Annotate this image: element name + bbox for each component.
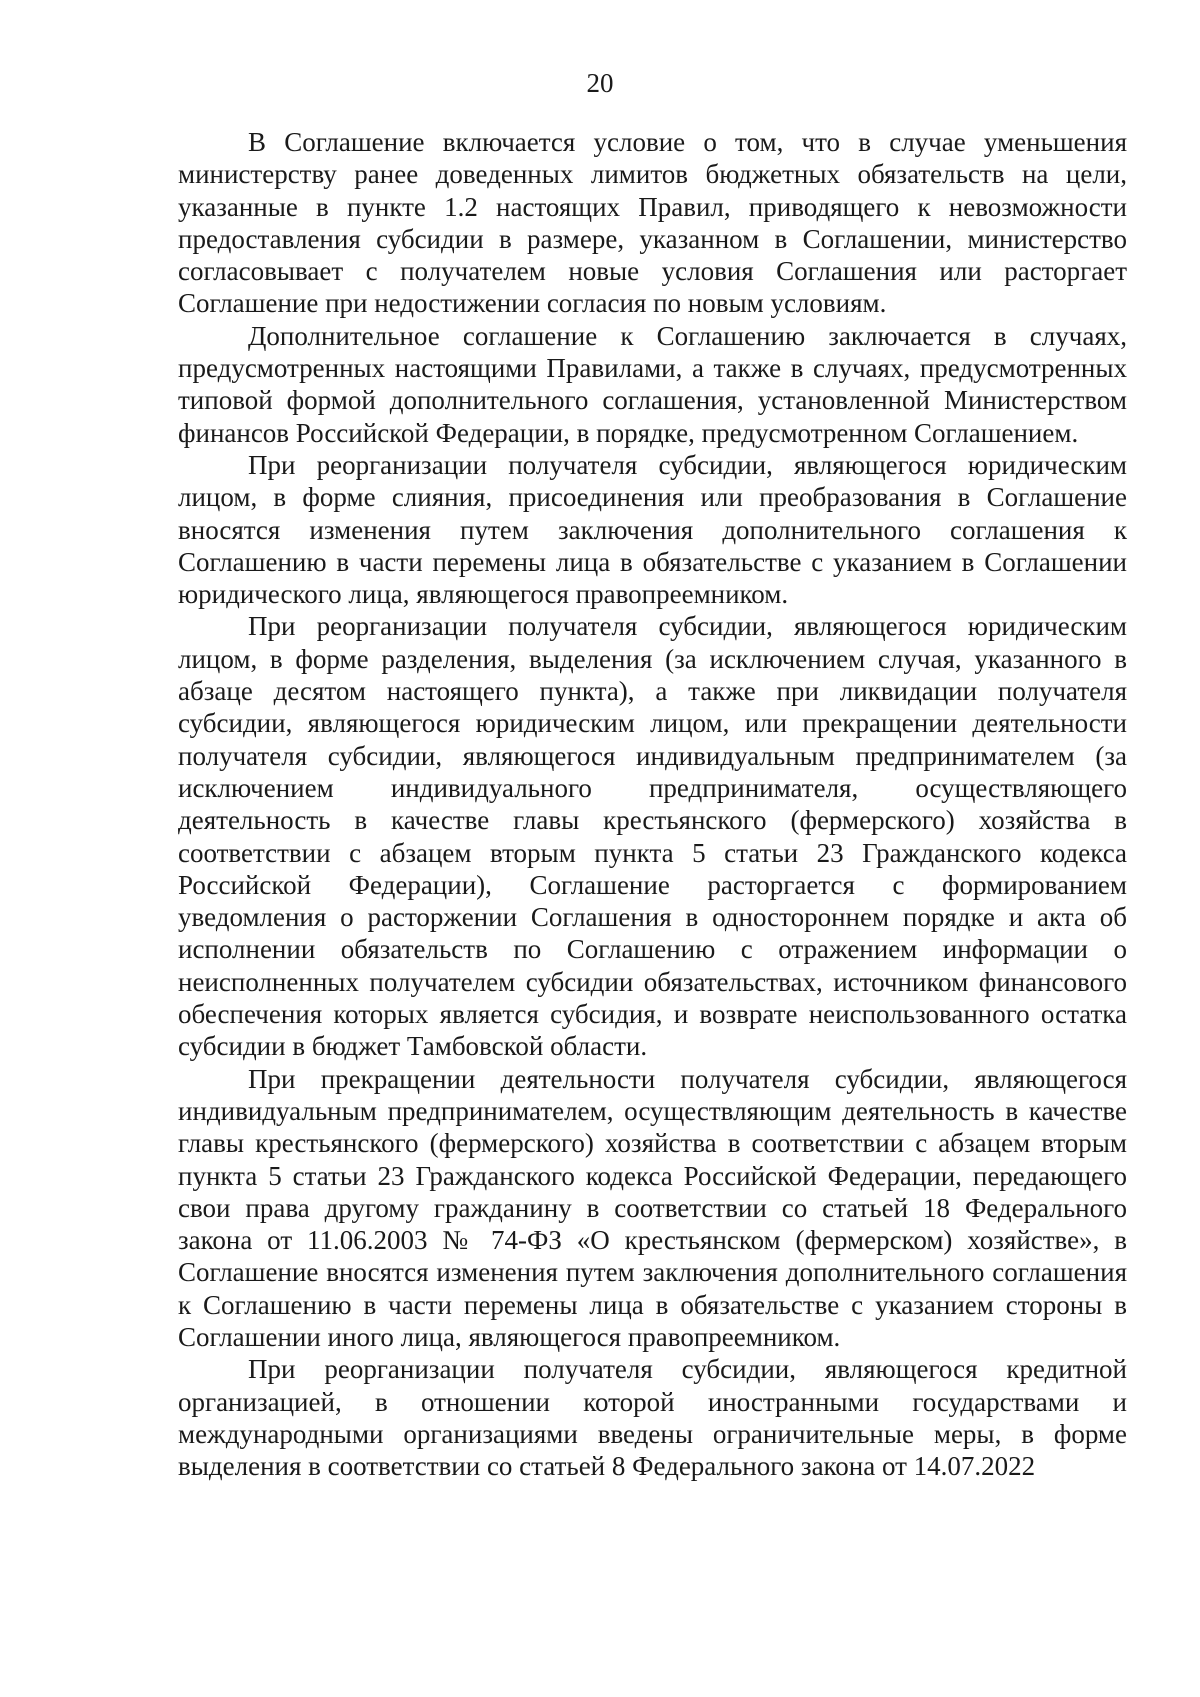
paragraph: Дополнительное соглашение к Соглашению заключается в случаях, предусмотренных настоящими Правилами, а также в случаях, предусмотренных типовой формой дополнительного соглашения, установленной Министерством финансов Российской Федерации, в порядке, предусмотренном Соглашением. bbox=[178, 320, 1127, 448]
paragraph: При реорганизации получателя субсидии, являющегося кредитной организацией, в отношении которой иностранными государствами и международными организациями введены ограничительные меры, в форме выделения в соответствии со статьей 8 Федерального закона от 14.07.2022 bbox=[178, 1354, 1127, 1482]
document-body bbox=[178, 126, 1127, 1482]
paragraph: В Соглашение включается условие о том, что в случае уменьшения министерству ранее доведенных лимитов бюджетных обязательств на цели, указанные в пункте 1.2 настоящих Правил, приводящего к невозможности предоставления субсидии в размере, указанном в Соглашении, министерство согласовывает с получателем новые условия Соглашения или расторгает Соглашение при недостижении согласия по новым условиям. bbox=[178, 127, 1127, 319]
paragraph: При прекращении деятельности получателя субсидии, являющегося индивидуальным предпринимателем, осуществляющим деятельность в качестве главы крестьянского (фермерского) хозяйства в соответствии с абзацем вторым пункта 5 статьи 23 Гражданского кодекса Российской Федерации, передающего свои права другому гражданину в соответствии со статьей 18 Федерального закона от 11.06.2003 № 74-ФЗ «О крестьянском (фермерском) хозяйстве», в Соглашение вносятся изменения путем заключения дополнительного соглашения к Соглашению в части перемены лица в обязательстве с указанием стороны в Соглашении иного лица, являющегося правопреемником. bbox=[178, 1063, 1127, 1352]
paragraph: При реорганизации получателя субсидии, являющегося юридическим лицом, в форме слияния, присоединения или преобразования в Соглашение вносятся изменения путем заключения дополнительного соглашения к Соглашению в части перемены лица в обязательстве с указанием в Соглашении юридического лица, являющегося правопреемником. bbox=[178, 449, 1127, 610]
page-number: 20 bbox=[586, 68, 614, 98]
paragraph: При реорганизации получателя субсидии, являющегося юридическим лицом, в форме разделения, выделения (за исключением случая, указанного в абзаце десятом настоящего пункта), а также при ликвидации получателя субсидии, являющегося юридическим лицом, или прекращении деятельности получателя субсидии, являющегося индивидуальным предпринимателем (за исключением индивидуального предпринимателя, осуществляющего деятельность в качестве главы крестьянского (фермерского) хозяйства в соответствии с абзацем вторым пункта 5 статьи 23 Гражданского кодекса Российской Федерации), Соглашение расторгается с формированием уведомления о расторжении Соглашения в одностороннем порядке и акта об исполнении обязательств по Соглашению с отражением информации о неисполненных получателем субсидии обязательствах, источником финансового обеспечения которых является субсидия, и возврате неиспользованного остатка субсидии в бюджет Тамбовской области. bbox=[178, 611, 1127, 1062]
